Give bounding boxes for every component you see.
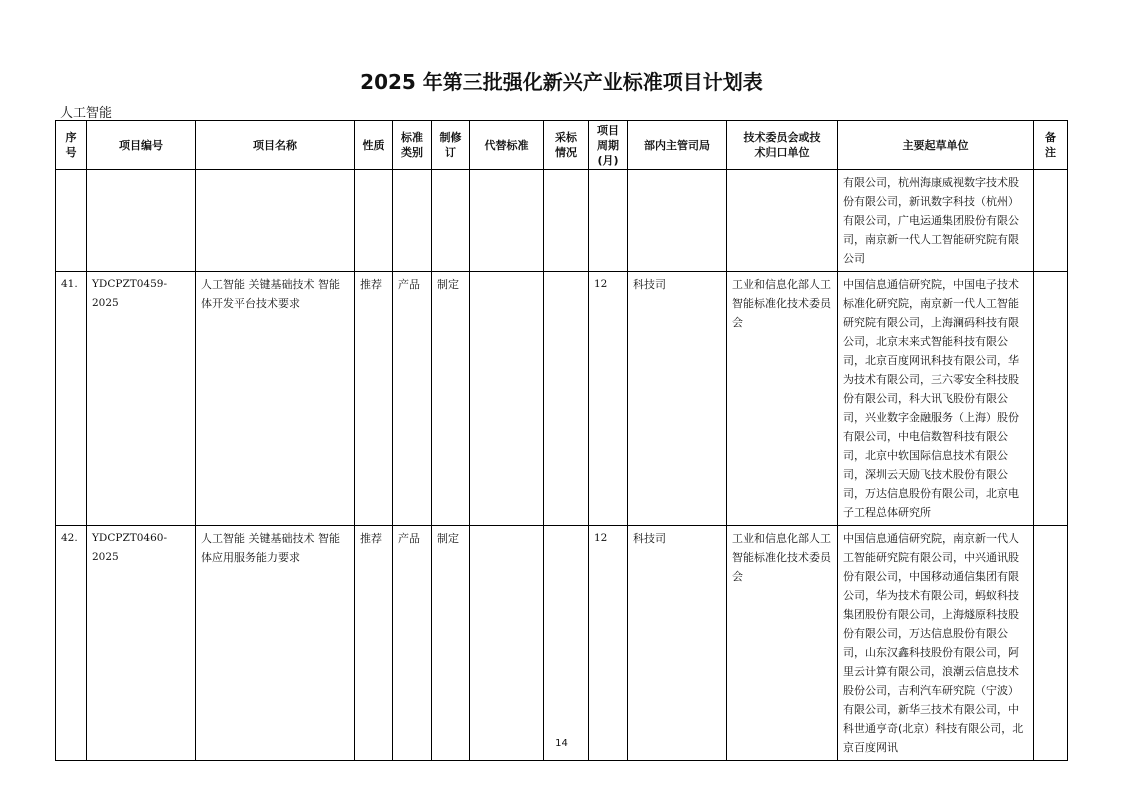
header-replace: 代替标准: [470, 121, 544, 170]
table-header-row: [56, 121, 1068, 170]
cell-dept: 科技司: [628, 272, 727, 526]
header-adopt: 采标情况: [544, 121, 589, 170]
cell-nature: 推荐: [355, 526, 393, 761]
cell-dept: [628, 170, 727, 272]
cell-adopt: [544, 272, 589, 526]
cell-replace: [470, 526, 544, 761]
cell-committee: 工业和信息化部人工智能标准化技术委员会: [727, 272, 838, 526]
cell-code: [87, 170, 196, 272]
page-number: 14: [555, 738, 568, 749]
cell-period: 12: [589, 526, 628, 761]
header-name: 项目名称: [196, 121, 355, 170]
header-dept: 部内主管司局: [628, 121, 727, 170]
table-row: [56, 272, 1068, 526]
cell-remark: [1034, 272, 1068, 526]
header-std-type: 标准类别: [393, 121, 432, 170]
cell-remark: [1034, 526, 1068, 761]
cell-std-type: 产品: [393, 526, 432, 761]
cell-drafters: 有限公司，杭州海康威视数字技术股份有限公司，新讯数字科技（杭州）有限公司，广电运通集团股份有限公司，南京新一代人工智能研究院有限公司: [838, 170, 1034, 272]
header-nature: 性质: [355, 121, 393, 170]
cell-adopt: [544, 170, 589, 272]
cell-std-type: 产品: [393, 272, 432, 526]
cell-nature: [355, 170, 393, 272]
cell-remark: [1034, 170, 1068, 272]
cell-seq: 42.: [56, 526, 87, 761]
cell-name: [196, 170, 355, 272]
cell-std-type: [393, 170, 432, 272]
cell-code: YDCPZT0459-2025: [87, 272, 196, 526]
cell-name: 人工智能 关键基础技术 智能体开发平台技术要求: [196, 272, 355, 526]
cell-seq: 41.: [56, 272, 87, 526]
header-code: 项目编号: [87, 121, 196, 170]
cell-adopt: [544, 526, 589, 761]
cell-period: [589, 170, 628, 272]
cell-drafters: 中国信息通信研究院，南京新一代人工智能研究院有限公司，中兴通讯股份有限公司，中国移动通信集团有限公司，华为技术有限公司，蚂蚁科技集团股份有限公司，上海燧原科技股份有限公司，万达信息股份有限公司，山东汉鑫科技股份有限公司，阿里云计算有限公司，浪潮云信息技术股份公司，吉利汽车研究院（宁波）有限公司，新华三技术有限公司，中科世通亨奇(北京）科技有限公司，北京百度网讯: [838, 526, 1034, 761]
cell-period: 12: [589, 272, 628, 526]
header-remark: 备注: [1034, 121, 1068, 170]
cell-name: 人工智能 关键基础技术 智能体应用服务能力要求: [196, 526, 355, 761]
cell-committee: [727, 170, 838, 272]
category-label: 人工智能: [60, 106, 113, 121]
cell-dept: 科技司: [628, 526, 727, 761]
cell-revise: [432, 170, 470, 272]
table-row: [56, 170, 1068, 272]
table-row: [56, 526, 1068, 761]
header-committee: 技术委员会或技术归口单位: [727, 121, 838, 170]
cell-replace: [470, 170, 544, 272]
cell-seq: [56, 170, 87, 272]
standards-plan-table: [55, 120, 1068, 761]
header-revise: 制修订: [432, 121, 470, 170]
header-period: 项目周期(月): [589, 121, 628, 170]
cell-revise: 制定: [432, 526, 470, 761]
header-drafters: 主要起草单位: [838, 121, 1034, 170]
cell-replace: [470, 272, 544, 526]
header-seq: 序号: [56, 121, 87, 170]
cell-code: YDCPZT0460-2025: [87, 526, 196, 761]
cell-nature: 推荐: [355, 272, 393, 526]
page-title: 2025 年第三批强化新兴产业标准项目计划表: [360, 70, 763, 94]
cell-revise: 制定: [432, 272, 470, 526]
cell-committee: 工业和信息化部人工智能标准化技术委员会: [727, 526, 838, 761]
cell-drafters: 中国信息通信研究院，中国电子技术标准化研究院，南京新一代人工智能研究院有限公司，上海澜码科技有限公司，北京末来式智能科技有限公司，北京百度网讯科技有限公司，华为技术有限公司，三六零安全科技股份有限公司，科大讯飞股份有限公司，兴业数字金融服务（上海）股份有限公司，中电信数智科技有限公司，北京中软国际信息技术有限公司，深圳云天励飞技术股份有限公司，万达信息股份有限公司，北京电子工程总体研究所: [838, 272, 1034, 526]
